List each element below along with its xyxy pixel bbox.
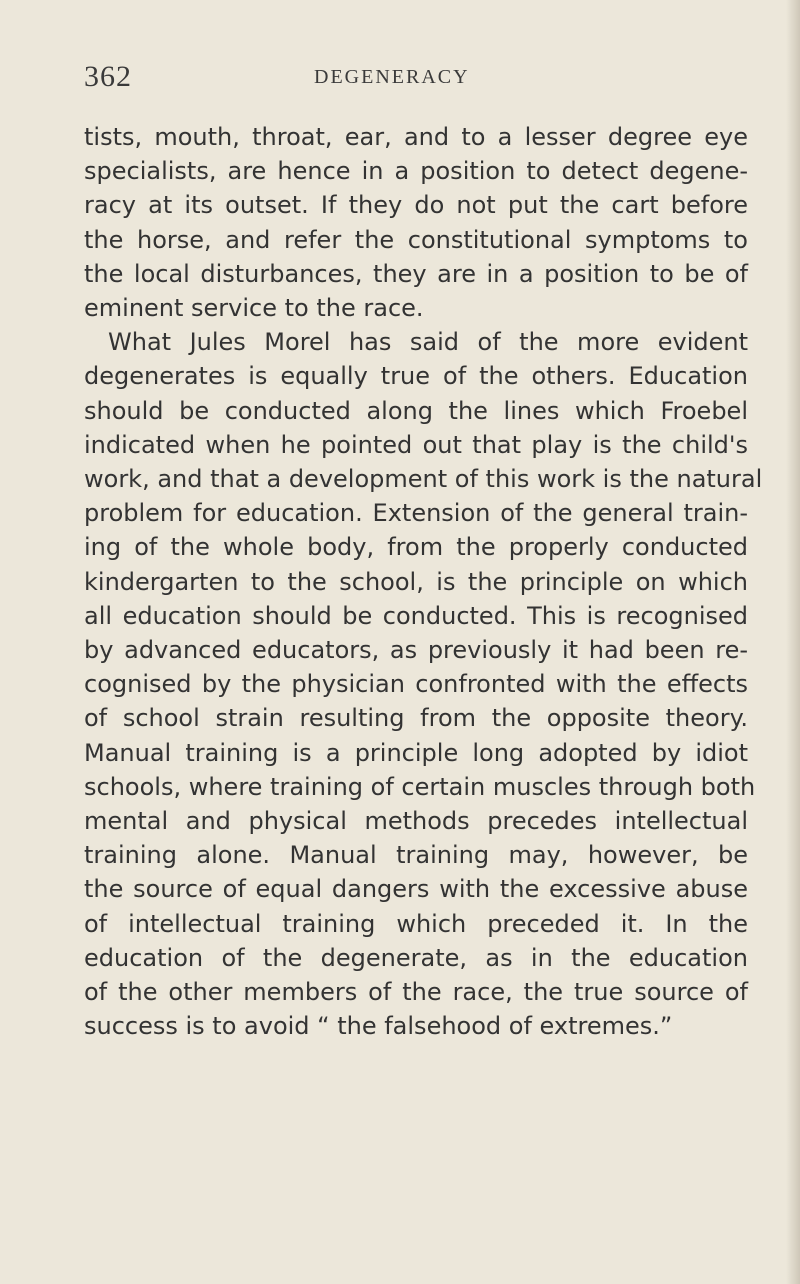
text-line: eminent service to the race. — [84, 294, 424, 323]
page-edge-shadow — [786, 0, 800, 1284]
text-line: of intellectual training which preceded it. In the — [84, 909, 748, 938]
page-number: 362 — [84, 60, 132, 93]
text-line: problem for education. Extension of the general train- — [84, 499, 748, 528]
body-text — [84, 120, 763, 1043]
text-line: What Jules Morel has said of the more evident — [108, 328, 748, 357]
text-line: indicated when he pointed out that play is the child's — [84, 430, 748, 459]
text-line: of school strain resulting from the opposite theory. — [84, 704, 748, 733]
text-line: the horse, and refer the constitutional symptoms to — [84, 225, 748, 254]
text-line: schools, where training of certain muscles through both — [84, 772, 756, 801]
text-line: work, and that a development of this work is the natural — [84, 465, 763, 494]
text-line: should be conducted along the lines which Froebel — [84, 396, 748, 425]
text-line: specialists, are hence in a position to detect degene- — [84, 157, 748, 186]
text-line: kindergarten to the school, is the principle on which — [84, 567, 748, 596]
running-head — [84, 60, 724, 100]
text-line: cognised by the physician confronted with the effects — [84, 670, 748, 699]
text-line: training alone. Manual training may, however, be — [84, 841, 748, 870]
text-line: all education should be conducted. This is recognised — [84, 601, 748, 630]
text-line: degenerates is equally true of the others. Education — [84, 362, 748, 391]
text-line: Manual training is a principle long adopted by idiot — [84, 738, 748, 767]
text-line: mental and physical methods precedes intellectual — [84, 807, 748, 836]
text-line: ing of the whole body, from the properly conducted — [84, 533, 748, 562]
text-line: of the other members of the race, the true source of — [84, 978, 748, 1007]
text-line: success is to avoid “ the falsehood of extremes.” — [84, 1012, 673, 1041]
text-line: the local disturbances, they are in a position to be of — [84, 259, 748, 288]
text-line: tists, mouth, throat, ear, and to a lesser degree eye — [84, 123, 748, 151]
text-line: racy at its outset. If they do not put the cart before — [84, 191, 748, 220]
text-line: the source of equal dangers with the excessive abuse — [84, 875, 748, 904]
text-line: by advanced educators, as previously it had been re- — [84, 636, 748, 665]
text-line: education of the degenerate, as in the education — [84, 943, 748, 972]
running-title: DEGENERACY — [314, 66, 470, 88]
